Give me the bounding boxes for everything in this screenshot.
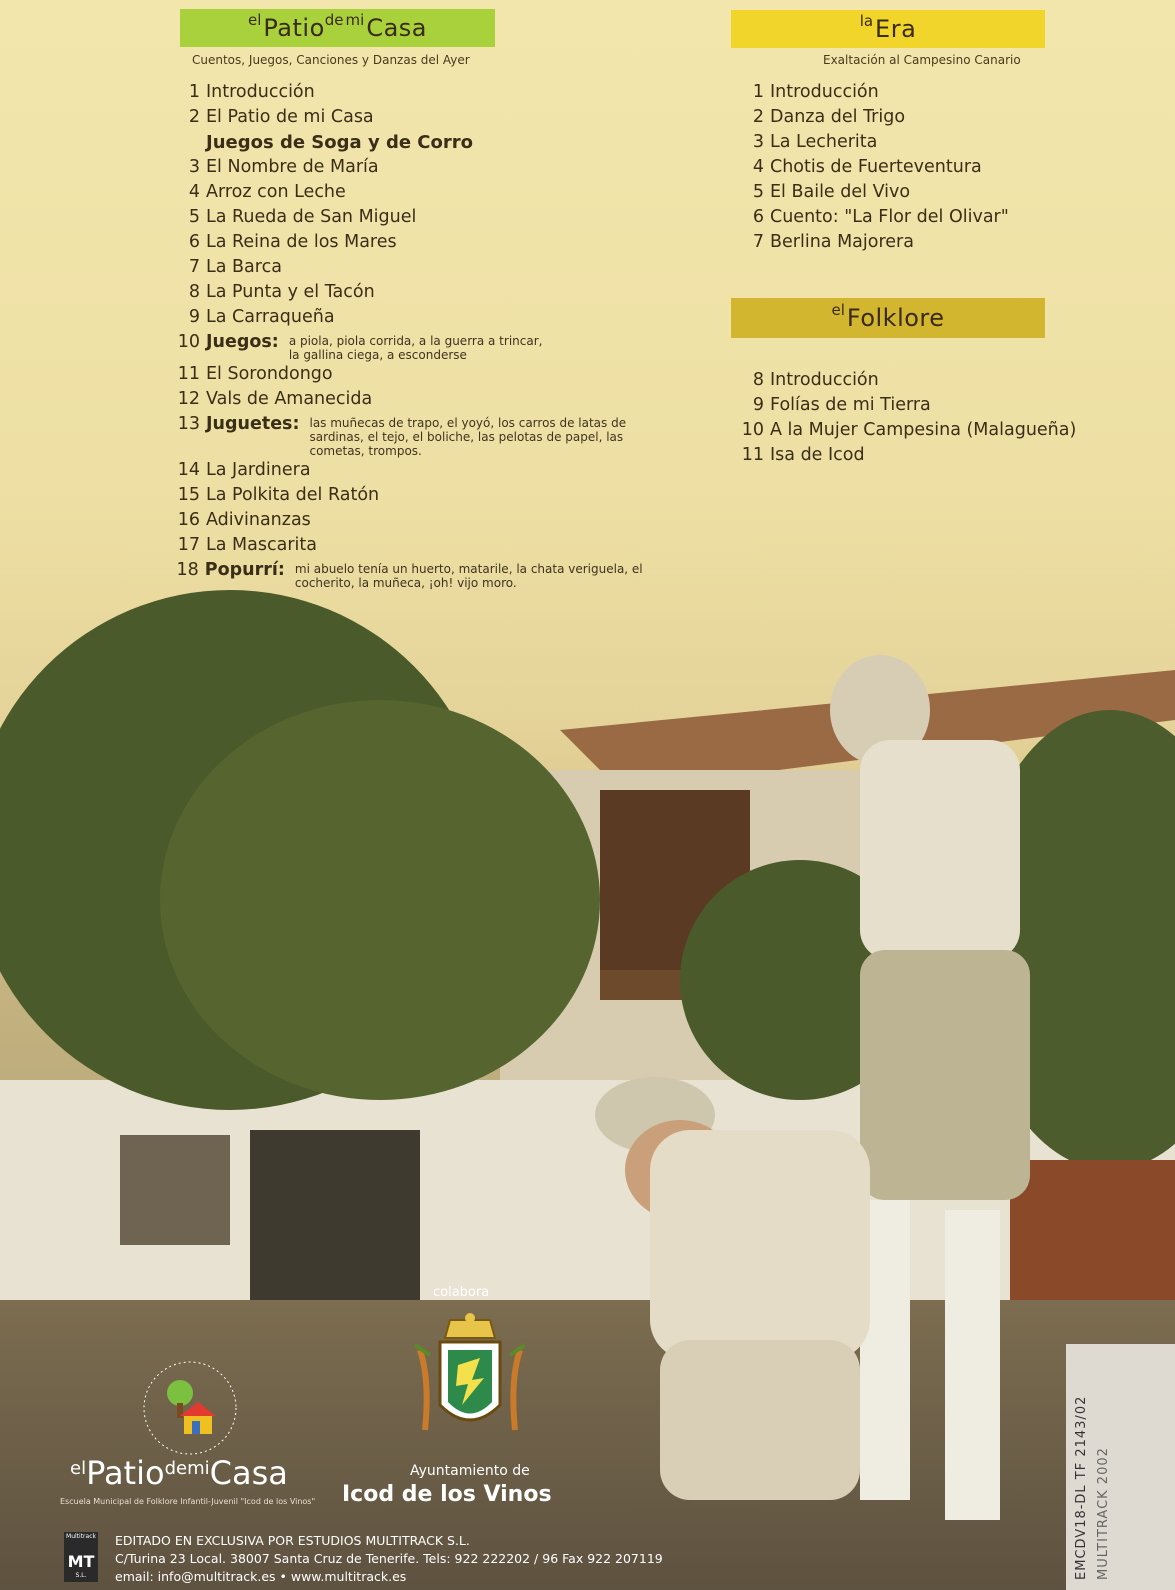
track-number: 6 [752,207,764,227]
track-row-detailed [170,412,650,458]
patio-title-banner [180,9,495,47]
track-number: 11 [177,364,200,384]
patio-subtitle: Cuentos, Juegos, Canciones y Danzas del Ayer [192,53,470,67]
icod-de-los-vinos-label: Icod de los Vinos [342,1482,552,1507]
doorway [250,1130,420,1320]
patio-title-patio: Patio [263,14,325,42]
track-number: 8 [752,370,764,390]
era-track-list [740,80,1160,255]
track-title: Juegos: [206,332,279,352]
track-title: Arroz con Leche [206,182,346,202]
track-title: La Jardinera [206,460,311,480]
patio-title-de: de [324,11,344,29]
track-number: 3 [752,132,764,152]
track-title: Adivinanzas [206,510,311,530]
track-title: La Rueda de San Miguel [206,207,417,227]
track-title: Chotis de Fuerteventura [770,157,982,177]
track-row [170,387,650,412]
track-row-detailed [170,330,650,362]
era-title-la: la [859,12,874,30]
track-row [740,155,1160,180]
track-number: 1 [188,82,200,102]
folklore-title-banner [731,298,1045,338]
track-number: 11 [741,445,764,465]
track-row [740,368,1160,393]
track-number: 1 [752,82,764,102]
track-row [740,230,1160,255]
track-title: La Mascarita [206,535,317,555]
track-description: a piola, piola corrida, a la guerra a trincar, la gallina ciega, a esconderse [288,334,543,362]
catalog-code-secondary: MULTITRACK 2002 [1096,1447,1111,1580]
track-number: 7 [752,232,764,252]
publisher-credits [115,1532,663,1586]
track-number: 16 [177,510,200,530]
track-number: 13 [177,414,200,434]
track-number: 9 [188,307,200,327]
multitrack-logo-top: Multitrack [66,1533,96,1540]
track-row [170,483,650,508]
patio-logo-de: de [164,1458,188,1479]
track-title: Introducción [770,82,879,102]
track-number: 4 [188,182,200,202]
catalog-code: EMCDV18-DL TF 2143/02 [1074,1395,1089,1580]
house-tree-logo-icon [140,1358,240,1458]
track-title: La Reina de los Mares [206,232,397,252]
patio-track-list [170,80,650,590]
patio-title-casa: Casa [366,14,427,42]
track-title: A la Mujer Campesina (Malagueña) [770,420,1077,440]
track-row [740,80,1160,105]
track-title: Cuento: "La Flor del Olivar" [770,207,1009,227]
track-row [170,155,650,180]
track-row [170,305,650,330]
track-row [170,362,650,387]
credits-line-3: email: info@multitrack.es • www.multitrack.es [115,1569,407,1584]
track-number: 7 [188,257,200,277]
icod-coat-of-arms-icon [400,1310,540,1450]
track-subheading [170,130,650,155]
track-title: Folías de mi Tierra [770,395,931,415]
folklore-track-list [740,368,1160,468]
track-row [170,508,650,533]
track-row-detailed [170,558,650,590]
folklore-title-folklore: Folklore [846,304,945,332]
patio-title-el: el [248,11,262,29]
track-row [170,280,650,305]
multitrack-logo [64,1532,98,1582]
track-number: 4 [752,157,764,177]
colabora-label: colabora [433,1285,490,1300]
wall-window [120,1135,230,1245]
track-number: 14 [177,460,200,480]
boy-standing-shirt [860,740,1020,960]
escuela-label: Escuela Municipal de Folklore Infantil-Juvenil "Icod de los Vinos" [60,1497,316,1506]
patio-title-mi: mi [345,11,365,29]
track-row [170,80,650,105]
track-title: Danza del Trigo [770,107,906,127]
credits-line-2: C/Turina 23 Local. 38007 Santa Cruz de Tenerife. Tels: 922 222202 / 96 Fax 922 207119 [115,1551,663,1566]
track-description: las muñecas de trapo, el yoyó, los carros de latas de sardinas, el tejo, el boliche, las pelotas de papel, las cometas, trompos. [309,416,627,458]
track-number: 6 [188,232,200,252]
patio-logo-mi: mi [187,1458,210,1479]
ayuntamiento-label: Ayuntamiento de [410,1463,530,1479]
boy-standing-leg-right [945,1210,1000,1520]
boy-crouching-trousers [660,1340,860,1500]
track-title: El Nombre de María [206,157,379,177]
track-number: 5 [188,207,200,227]
boy-standing-shorts [860,950,1030,1200]
track-title: La Lecherita [770,132,878,152]
track-row [170,230,650,255]
patio-logo-patio: Patio [86,1454,165,1492]
track-number: 8 [188,282,200,302]
track-title: La Barca [206,257,282,277]
track-subheading-title: Juegos de Soga y de Corro [206,132,473,153]
era-title-banner [731,10,1045,48]
track-title: El Sorondongo [206,364,333,384]
track-number: 10 [177,332,200,352]
track-row [170,533,650,558]
track-title: La Polkita del Ratón [206,485,380,505]
track-title: La Carraqueña [206,307,335,327]
track-title: El Patio de mi Casa [206,107,374,127]
track-row [170,458,650,483]
track-title: Introducción [770,370,879,390]
track-number: 17 [177,535,200,555]
track-row [740,105,1160,130]
track-number: 5 [752,182,764,202]
track-row [740,180,1160,205]
track-title: Introducción [206,82,315,102]
boy-crouching-shirt [650,1130,870,1360]
track-title: El Baile del Vivo [770,182,911,202]
era-subtitle: Exaltación al Campesino Canario [823,53,1021,67]
bench [1010,1160,1175,1310]
patio-de-mi-casa-logo [70,1454,288,1492]
folklore-title-el: el [831,301,845,319]
credits-line-1: EDITADO EN EXCLUSIVA POR ESTUDIOS MULTITRACK S.L. [115,1533,470,1548]
track-row [740,393,1160,418]
track-number: 2 [752,107,764,127]
track-row [740,205,1160,230]
multitrack-logo-bottom: S.L. [75,1572,87,1579]
track-number: 3 [188,157,200,177]
track-row [170,105,650,130]
track-title: Isa de Icod [770,445,865,465]
track-number: 12 [177,389,200,409]
track-title: Juguetes: [206,414,300,434]
track-number: 15 [177,485,200,505]
bush-mid [160,700,600,1100]
track-number: 2 [188,107,200,127]
track-row [170,255,650,280]
track-row [740,443,1160,468]
track-row [740,418,1160,443]
track-title: Popurrí: [204,560,285,580]
track-row [170,205,650,230]
track-title: Berlina Majorera [770,232,914,252]
track-number: 10 [741,420,764,440]
track-row [740,130,1160,155]
era-title-era: Era [875,15,917,43]
track-description: mi abuelo tenía un huerto, matarile, la chata veriguela, el cocherito, la muñeca, ¡oh! vijo moro. [294,562,643,590]
track-row [170,180,650,205]
track-number: 9 [752,395,764,415]
multitrack-logo-mark: MT [67,1552,95,1571]
track-number: 18 [176,560,199,580]
patio-logo-el: el [70,1458,87,1479]
patio-logo-casa: Casa [209,1454,288,1492]
track-title: La Punta y el Tacón [206,282,375,302]
track-title: Vals de Amanecida [206,389,373,409]
